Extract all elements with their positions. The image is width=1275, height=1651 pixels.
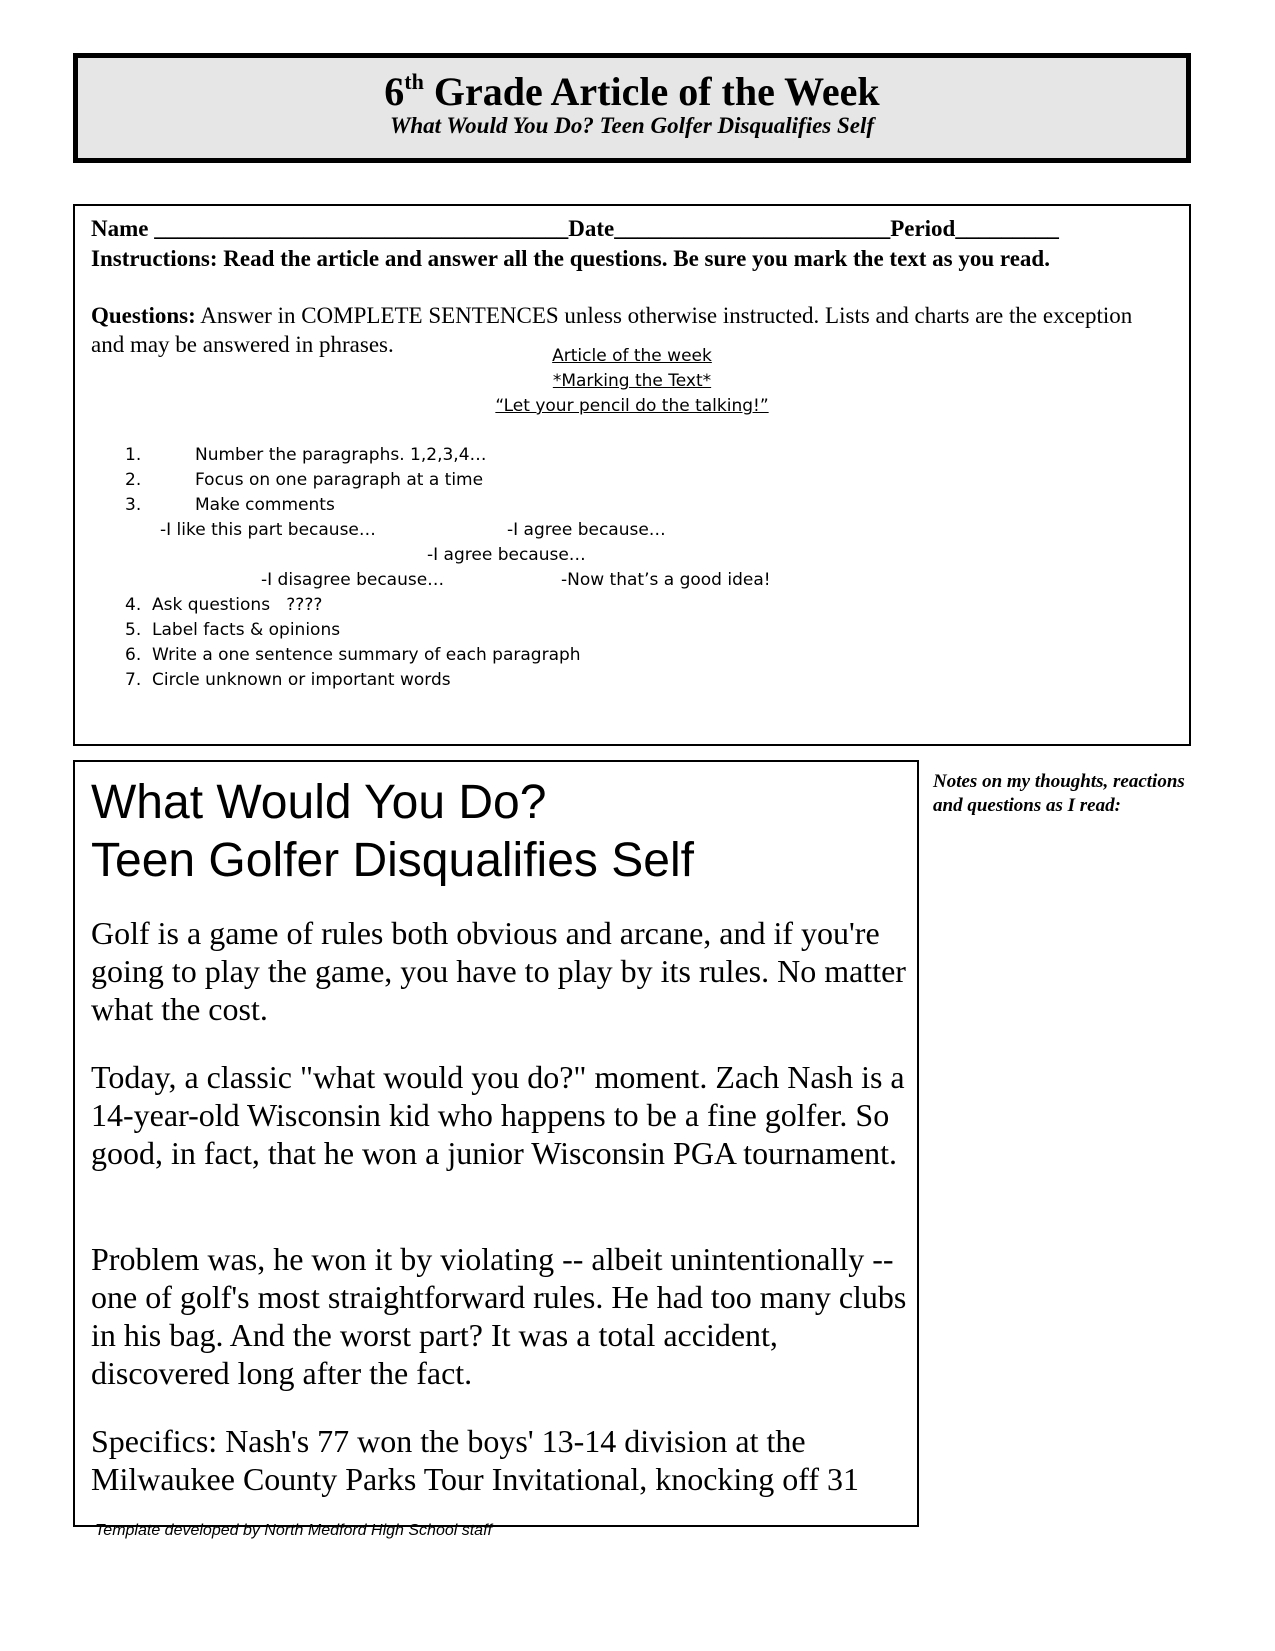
comment-prompt: -I disagree because… bbox=[261, 570, 445, 590]
marking-heading-3: “Let your pencil do the talking!” bbox=[495, 396, 769, 416]
step-item: 5. Label facts & opinions bbox=[125, 620, 341, 640]
comment-prompt: -Now that’s a good idea! bbox=[561, 570, 771, 590]
step-text: Make comments bbox=[195, 495, 335, 515]
questions-label: Questions: bbox=[91, 303, 196, 328]
footer-credit: Template developed by North Medford High School staff bbox=[95, 1522, 492, 1539]
article-paragraph: Problem was, he won it by violating -- albeit unintentionally -- one of golf's most straightforward rules. He had too many clubs in his bag. And the worst part? It was a total accident, discovered long after the fact. bbox=[91, 1241, 907, 1391]
article-paragraph: Golf is a game of rules both obvious and arcane, and if you're going to play the game, you have to play by its rules. No matter what the cost. bbox=[91, 915, 906, 1027]
article-paragraph: Specifics: Nash's 77 won the boys' 13-14 division at the Milwaukee County Parks Tour Invitational, knocking off 31 bbox=[91, 1423, 860, 1497]
comment-prompt: -I like this part because… bbox=[160, 520, 376, 540]
article-title-line-1: What Would You Do? bbox=[91, 776, 547, 829]
step-item: 6. Write a one sentence summary of each paragraph bbox=[125, 645, 581, 665]
step-number: 1. bbox=[125, 445, 142, 465]
questions-body: Answer in COMPLETE SENTENCES unless otherwise instructed. Lists and charts are the exception and may be answered in phrases. bbox=[91, 303, 1133, 357]
article-title-line-2: Teen Golfer Disqualifies Self bbox=[91, 834, 694, 887]
marking-heading-1: Article of the week bbox=[552, 346, 712, 366]
instructions-box bbox=[73, 204, 1191, 746]
article-paragraph: Today, a classic "what would you do?" moment. Zach Nash is a 14-year-old Wisconsin kid who happens to be a fine golfer. So good, in fact, that he won a junior Wisconsin PGA tournament. bbox=[91, 1059, 905, 1171]
step-number: 2. bbox=[125, 470, 142, 490]
marking-heading-2: *Marking the Text* bbox=[552, 371, 712, 391]
step-text: Number the paragraphs. 1,2,3,4… bbox=[195, 445, 487, 465]
step-item: 4. Ask questions ???? bbox=[125, 595, 323, 615]
header-banner bbox=[73, 53, 1191, 163]
comment-prompt: -I agree because… bbox=[427, 545, 586, 565]
step-item: 7. Circle unknown or important words bbox=[125, 670, 451, 690]
name-date-period-line[interactable]: Name ____________________________________Date________________________Period_________ bbox=[91, 216, 1059, 241]
notes-label: Notes on my thoughts, reactions and questions as I read: bbox=[933, 771, 1185, 816]
step-text: Focus on one paragraph at a time bbox=[195, 470, 484, 490]
comment-prompt: -I agree because… bbox=[507, 520, 666, 540]
instructions-text: Instructions: Read the article and answer all the questions. Be sure you mark the text as you read. bbox=[91, 246, 1050, 271]
article-title bbox=[91, 774, 694, 890]
step-number: 3. bbox=[125, 495, 142, 515]
article-box bbox=[73, 760, 919, 1527]
page-subtitle: What Would You Do? Teen Golfer Disqualifies Self bbox=[389, 113, 875, 138]
page-title: 6th Grade Article of the Week bbox=[384, 69, 880, 114]
